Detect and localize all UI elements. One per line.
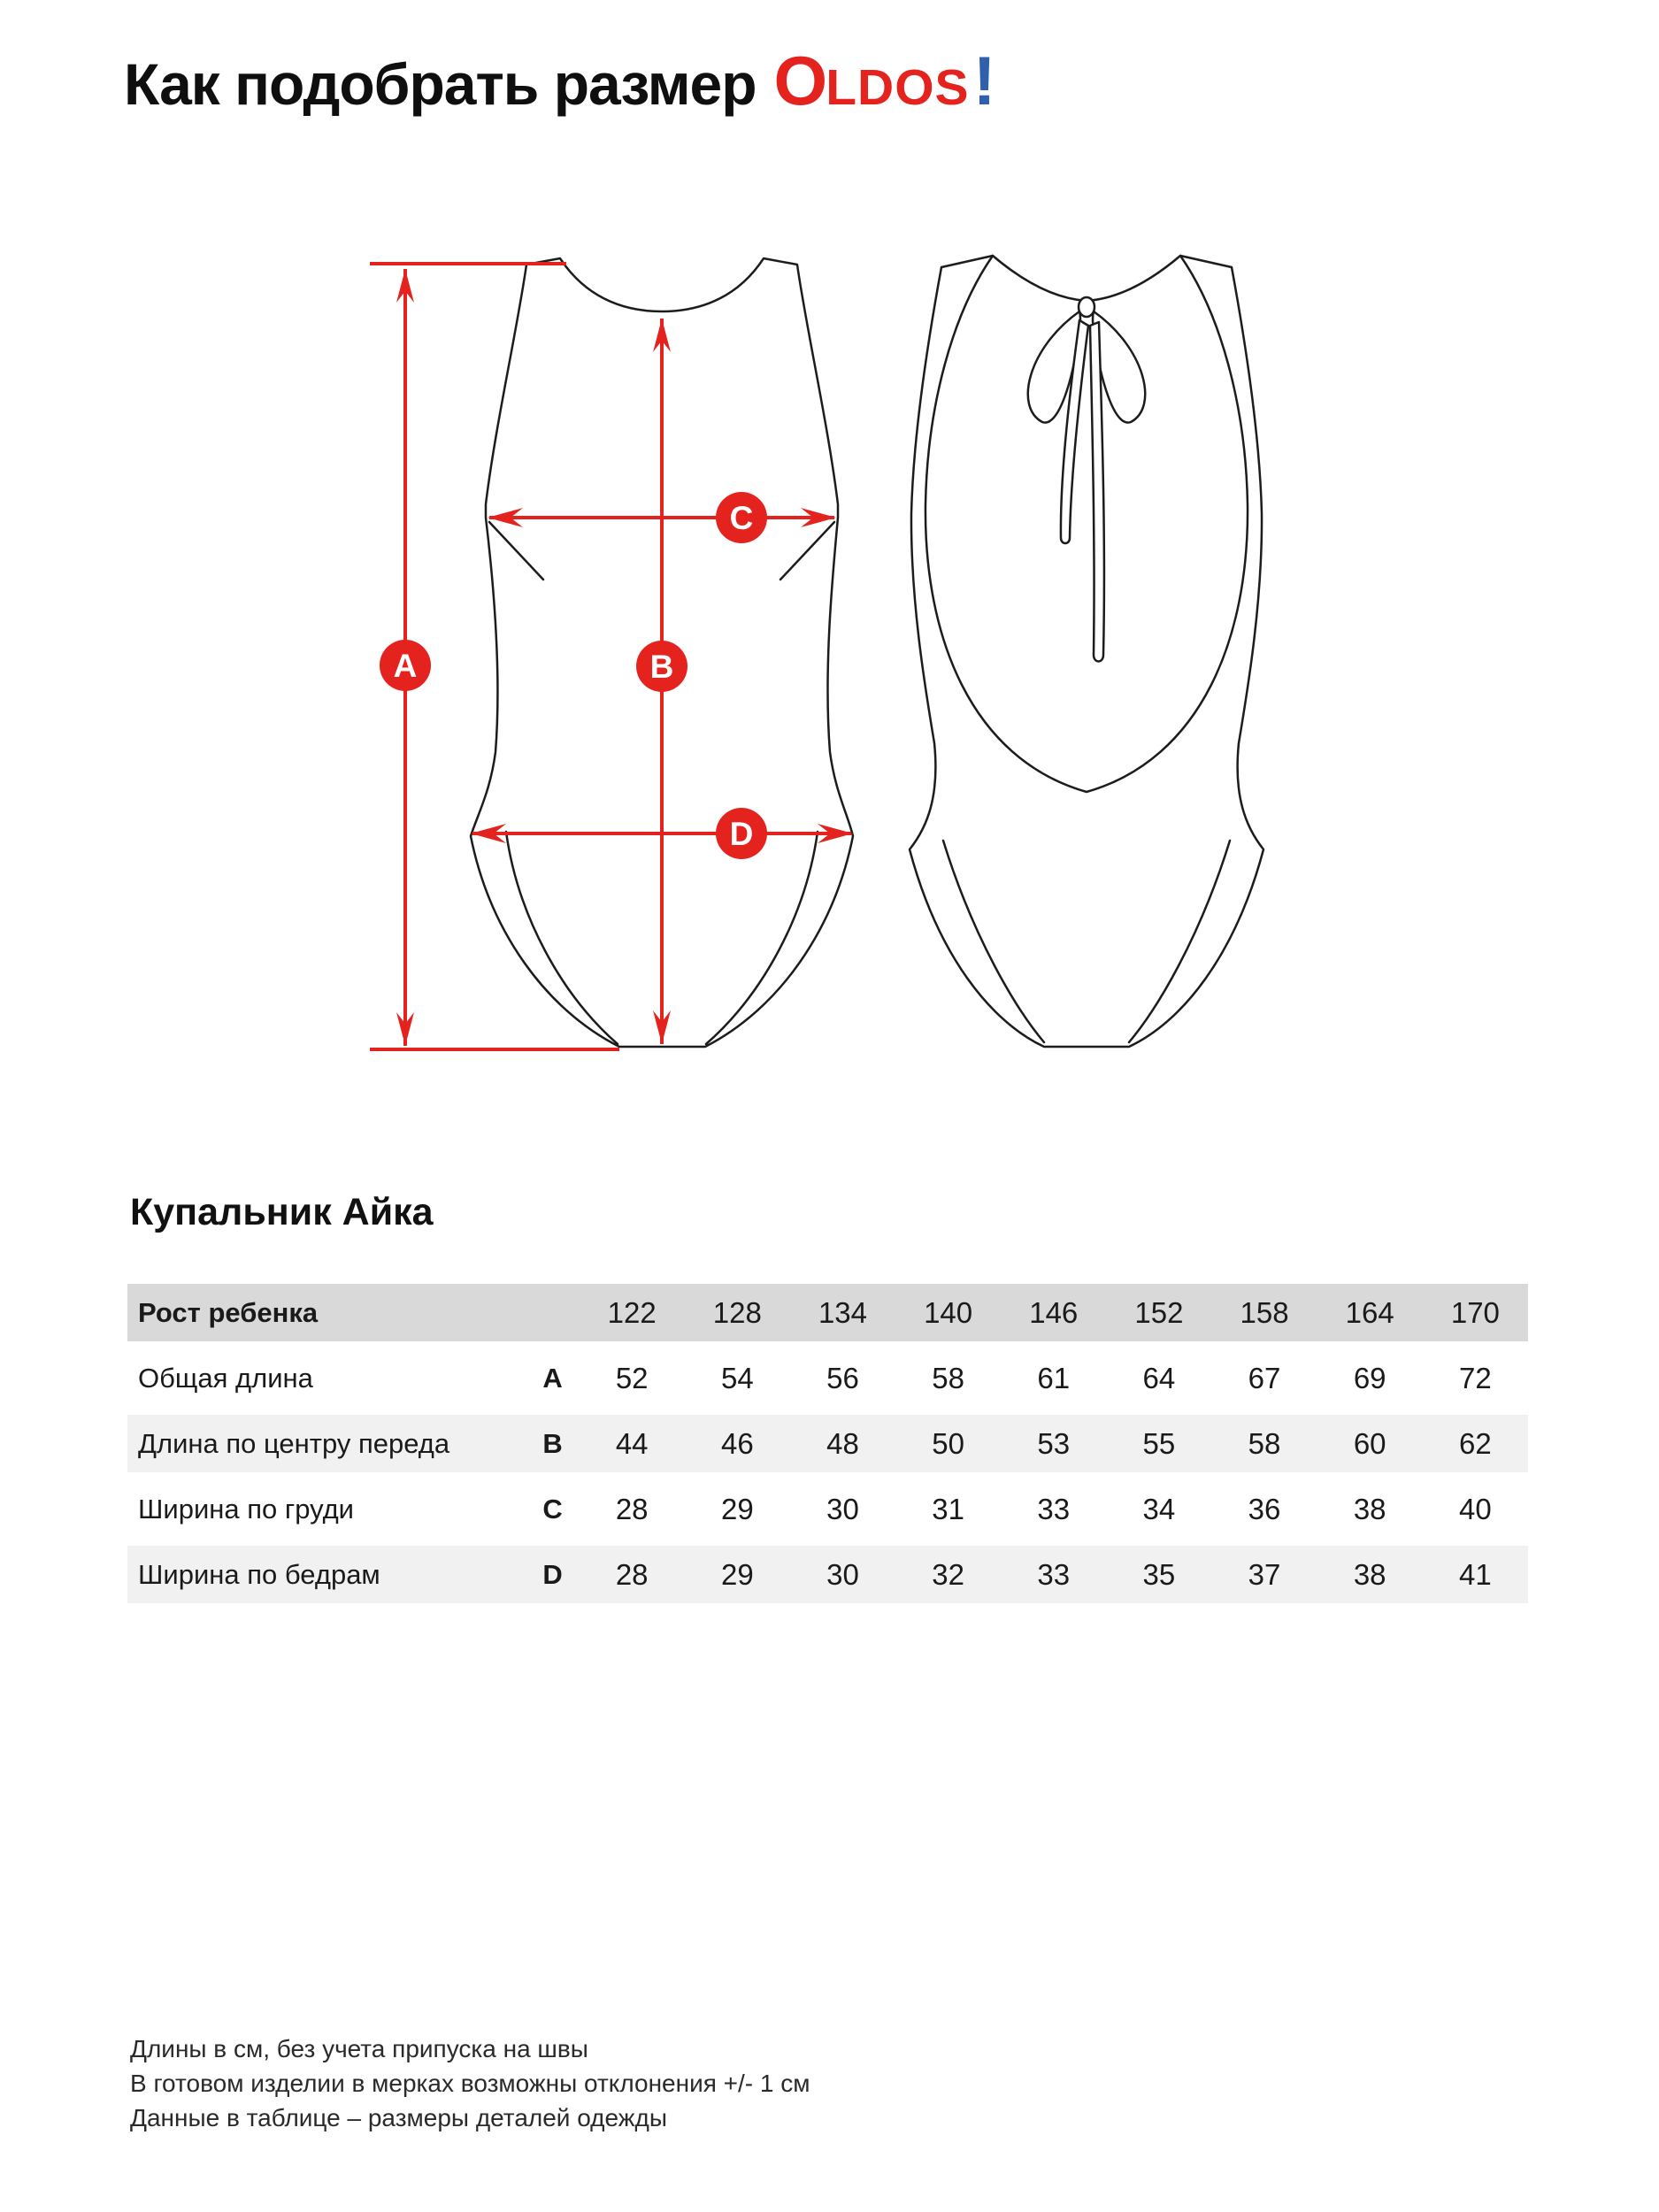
value-cell: 29 <box>685 1546 790 1603</box>
page-title: Как подобрать размер <box>124 51 757 117</box>
value-cell: 34 <box>1142 1492 1176 1525</box>
table-row <box>127 1546 1528 1603</box>
value-cell: 30 <box>790 1546 895 1603</box>
measure-b-label: B <box>649 649 674 685</box>
value-cell: 35 <box>1106 1546 1211 1603</box>
value-cell: 41 <box>1423 1546 1528 1603</box>
size-cell: 134 <box>790 1284 895 1341</box>
value-cell: 67 <box>1248 1361 1281 1394</box>
value-cell: 38 <box>1317 1546 1423 1603</box>
value-cell: 58 <box>932 1361 964 1394</box>
value-cell: 28 <box>615 1492 649 1525</box>
value-cell: 56 <box>826 1361 859 1394</box>
logo-exclamation: ! <box>972 42 996 119</box>
size-cell: 128 <box>685 1284 790 1341</box>
value-cell: 40 <box>1459 1492 1492 1525</box>
measure-c-label: C <box>729 500 754 536</box>
value-cell: 29 <box>720 1492 754 1525</box>
value-cell: 50 <box>895 1415 1001 1472</box>
logo-letter-o: O <box>773 42 826 119</box>
row-letter: C <box>542 1493 563 1525</box>
size-table <box>127 1276 1528 1611</box>
value-cell: 46 <box>685 1415 790 1472</box>
product-name: Купальник Айка <box>130 1191 434 1233</box>
value-cell: 31 <box>932 1492 964 1525</box>
value-cell: 33 <box>1001 1546 1106 1603</box>
value-cell: 38 <box>1353 1492 1386 1525</box>
size-cell: 146 <box>1001 1284 1106 1341</box>
size-cell: 164 <box>1317 1284 1423 1341</box>
size-cell: 170 <box>1423 1284 1528 1341</box>
logo-letters-ldos: LDOS <box>826 59 970 116</box>
value-cell: 37 <box>1211 1546 1317 1603</box>
measure-d-label: D <box>729 816 754 852</box>
table-row <box>127 1415 1528 1472</box>
value-cell: 36 <box>1248 1492 1281 1525</box>
value-cell: 44 <box>580 1415 685 1472</box>
size-cell: 122 <box>580 1284 685 1341</box>
value-cell: 52 <box>615 1361 649 1394</box>
value-cell: 33 <box>1037 1492 1071 1525</box>
footer-line: Данные в таблице – размеры деталей одежды <box>130 2104 667 2131</box>
measurement-diagram <box>336 239 1345 1062</box>
size-cell: 140 <box>895 1284 1001 1341</box>
value-cell: 69 <box>1353 1361 1386 1394</box>
row-letter: D <box>526 1546 580 1603</box>
value-cell: 54 <box>720 1361 754 1394</box>
page-header <box>124 41 996 121</box>
value-cell: 28 <box>580 1546 685 1603</box>
footer-line: В готовом изделии в мерках возможны отклонения +/- 1 см <box>130 2070 810 2097</box>
row-letter: B <box>526 1415 580 1472</box>
value-cell: 58 <box>1211 1415 1317 1472</box>
value-cell: 48 <box>790 1415 895 1472</box>
row-label: Ширина по бедрам <box>127 1546 526 1603</box>
oldos-logo <box>774 41 996 121</box>
value-cell: 61 <box>1037 1361 1071 1394</box>
row-label: Общая длина <box>138 1362 313 1394</box>
table-header-row <box>127 1284 1528 1341</box>
value-cell: 55 <box>1106 1415 1211 1472</box>
footer-notes <box>130 2032 810 2135</box>
header-label: Рост ребенка <box>127 1284 526 1341</box>
value-cell: 62 <box>1423 1415 1528 1472</box>
value-cell: 64 <box>1142 1361 1176 1394</box>
size-cell: 152 <box>1106 1284 1211 1341</box>
row-letter: A <box>542 1362 563 1394</box>
value-cell: 72 <box>1459 1361 1492 1394</box>
size-cell: 158 <box>1211 1284 1317 1341</box>
footer-line: Длины в см, без учета припуска на швы <box>130 2035 588 2062</box>
value-cell: 53 <box>1001 1415 1106 1472</box>
back-view-outline <box>910 256 1263 1047</box>
table-row <box>127 1480 1528 1538</box>
row-label: Длина по центру переда <box>127 1415 526 1472</box>
value-cell: 30 <box>826 1492 859 1525</box>
row-label: Ширина по груди <box>138 1493 354 1525</box>
value-cell: 32 <box>895 1546 1001 1603</box>
measure-a-label: A <box>393 648 418 684</box>
header-letter-cell <box>526 1284 580 1341</box>
table-row <box>127 1349 1528 1407</box>
value-cell: 60 <box>1317 1415 1423 1472</box>
